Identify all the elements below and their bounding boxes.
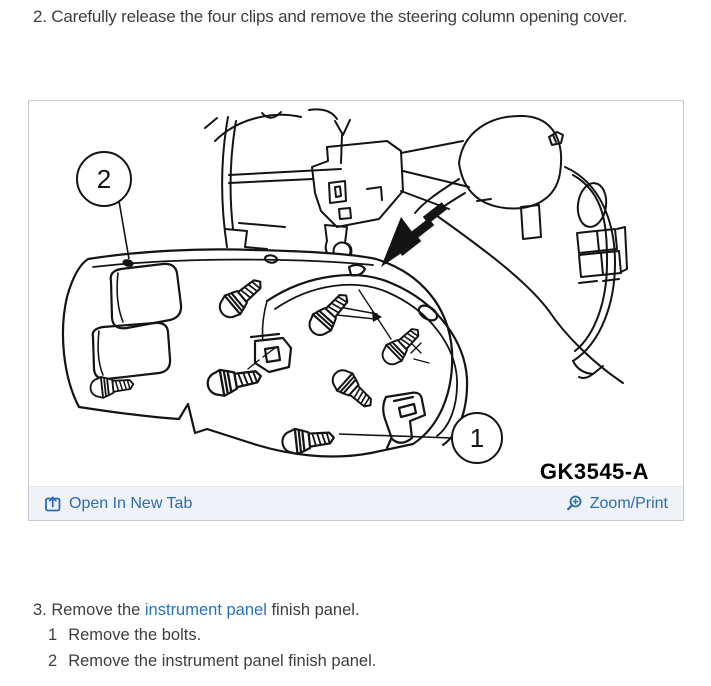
substep-2-text: Remove the instrument panel finish panel. (68, 651, 377, 670)
substep-1 (48, 623, 376, 649)
callout-1-number: 1 (469, 423, 485, 453)
open-in-new-tab-label: Open In New Tab (69, 494, 193, 512)
substep-1-number: 1 (48, 626, 58, 644)
step-3-section (33, 598, 376, 674)
callout-2-number: 2 (96, 164, 112, 194)
step-3-instruction (33, 598, 376, 623)
callout-2 (77, 152, 131, 259)
diagram-toolbar (29, 486, 683, 520)
figure-frame (28, 100, 684, 521)
step-3-text-suffix: finish panel. (266, 601, 360, 619)
substep-1-text: Remove the bolts. (68, 626, 202, 644)
figure-code-label: GK3545-A (539, 459, 649, 484)
open-in-new-tab-link[interactable] (44, 495, 192, 513)
diagram-canvas (29, 101, 683, 486)
substep-2-number: 2 (48, 651, 58, 670)
zoom-print-label: Zoom/Print (589, 494, 668, 512)
magnifier-plus-icon (566, 495, 583, 512)
substep-2 (48, 649, 376, 675)
removal-direction-arrow (381, 202, 447, 267)
zoom-print-link[interactable] (566, 495, 668, 513)
step-3-text-prefix: 3. Remove the (33, 601, 145, 619)
open-in-new-tab-icon (44, 495, 62, 513)
step-2-instruction: 2. Carefully release the four clips and remove the steering column opening cover. (33, 7, 628, 26)
instrument-panel-link[interactable]: instrument panel (144, 601, 267, 619)
